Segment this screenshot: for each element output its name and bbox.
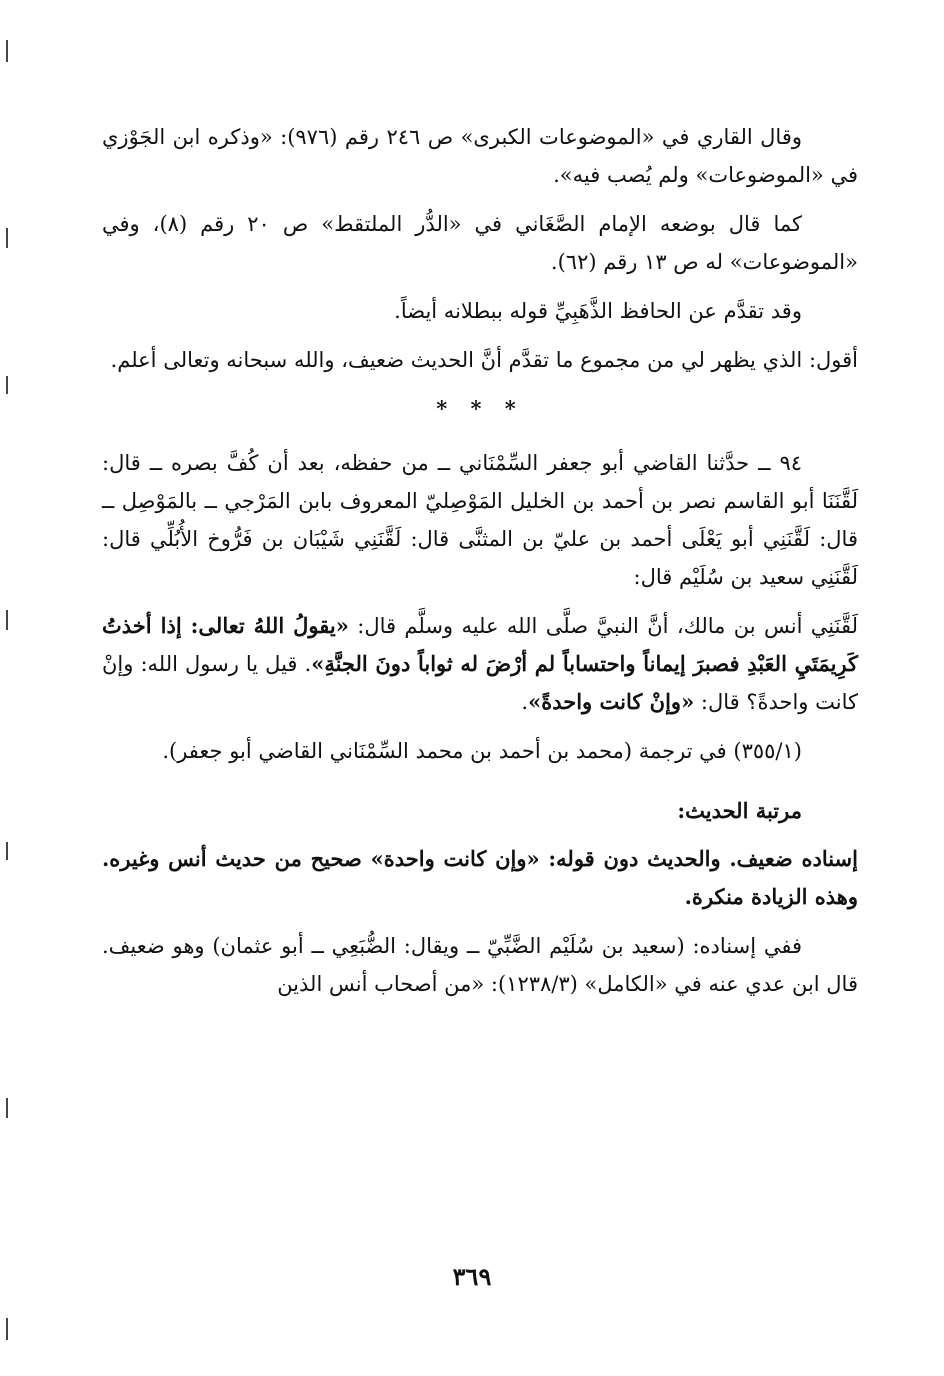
matn-intro: لَقَّنَنِي أنس بن مالك، أنَّ النبيَّ صلَّى الله عليه وسلَّم قال: bbox=[348, 614, 858, 638]
paragraph-grade-summary: إسناده ضعيف. والحديث دون قوله: «وإن كانت واحدة» صحيح من حديث أنس وغيره. وهذه الزيادة منكرة. bbox=[102, 846, 858, 909]
page-number: ٣٦٩ bbox=[452, 1262, 492, 1291]
paragraph-saghani: كما قال بوضعه الإمام الصَّغَاني في «الدُّر الملتقط» ص ٢٠ رقم (٨)، وفي «الموضوعات» له ص ١٣ رقم (٦٢). bbox=[102, 212, 858, 274]
paragraph-isnad-analysis: ففي إسناده: (سعيد بن سُلَيْم الضَّبِّيّ ــ ويقال: الضُّبَعِي ــ أبو عثمان) وهو ضعيف. قال ابن عدي عنه في «الكامل» (١٢٣٨/٣): «من أصحاب أنس الذين bbox=[102, 934, 858, 996]
section-separator-stars: * * * bbox=[436, 396, 524, 421]
hadith-answer: «وإنْ كانت واحدةً» bbox=[528, 689, 695, 714]
matn-question: . قيل يا رسول الله: وإنْ كانت واحدةً؟ قال: bbox=[102, 652, 858, 714]
paragraph-hadith-94-isnad: ٩٤ ــ حدَّثنا القاضي أبو جعفر السِّمْنَاني ــ من حفظه، بعد أن كُفَّ بصره ــ قال: لَقَّنَنَا أبو القاسم نصر بن أحمد بن الخليل المَوْصِليّ المعروف بابن المَرْجي ــ بالمَوْصِل ــ قال: لَقَّنَنِي أبو يَعْلَى أحمد بن عليّ بن المثنَّى قال: لَقَّنَنِي شَيْبَان بن فَرُّوخ الأُبُلِّي قال: لَقَّنَنِي سعيد بن سُلَيْم قال: bbox=[102, 451, 858, 589]
hadith-text: «يقولُ اللهُ تعالى: إذا أخذتُ كَرِيمَتَيِ العَبْدِ فصبرَ إيماناً واحتساباً لم أرْضَ له ثواباً دونَ الجنَّةِ» bbox=[102, 613, 859, 676]
paragraph-source-reference: (٣٥٥/١) في ترجمة (محمد بن أحمد بن محمد السِّمْنَاني القاضي أبو جعفر). bbox=[162, 739, 802, 763]
page-body bbox=[102, 118, 858, 1014]
matn-end-dot: . bbox=[521, 690, 529, 714]
paragraph-hadith-94-matn bbox=[102, 607, 858, 721]
scan-margin-marks bbox=[4, 0, 14, 1376]
section-title-hadith-grade: مرتبة الحديث: bbox=[677, 798, 802, 823]
paragraph-author-opinion: أقول: الذي يظهر لي من مجموع ما تقدَّم أنَّ الحديث ضعيف، والله سبحانه وتعالى أعلم. bbox=[110, 348, 858, 372]
paragraph-qari-quote: وقال القاري في «الموضوعات الكبرى» ص ٢٤٦ رقم (٩٧٦): «وذكره ابن الجَوْزي في «الموضوعات» ولم يُصب فيه». bbox=[102, 125, 858, 187]
paragraph-dhahabi: وقد تقدَّم عن الحافظ الذَّهَبِيِّ قوله ببطلانه أيضاً. bbox=[394, 299, 802, 323]
